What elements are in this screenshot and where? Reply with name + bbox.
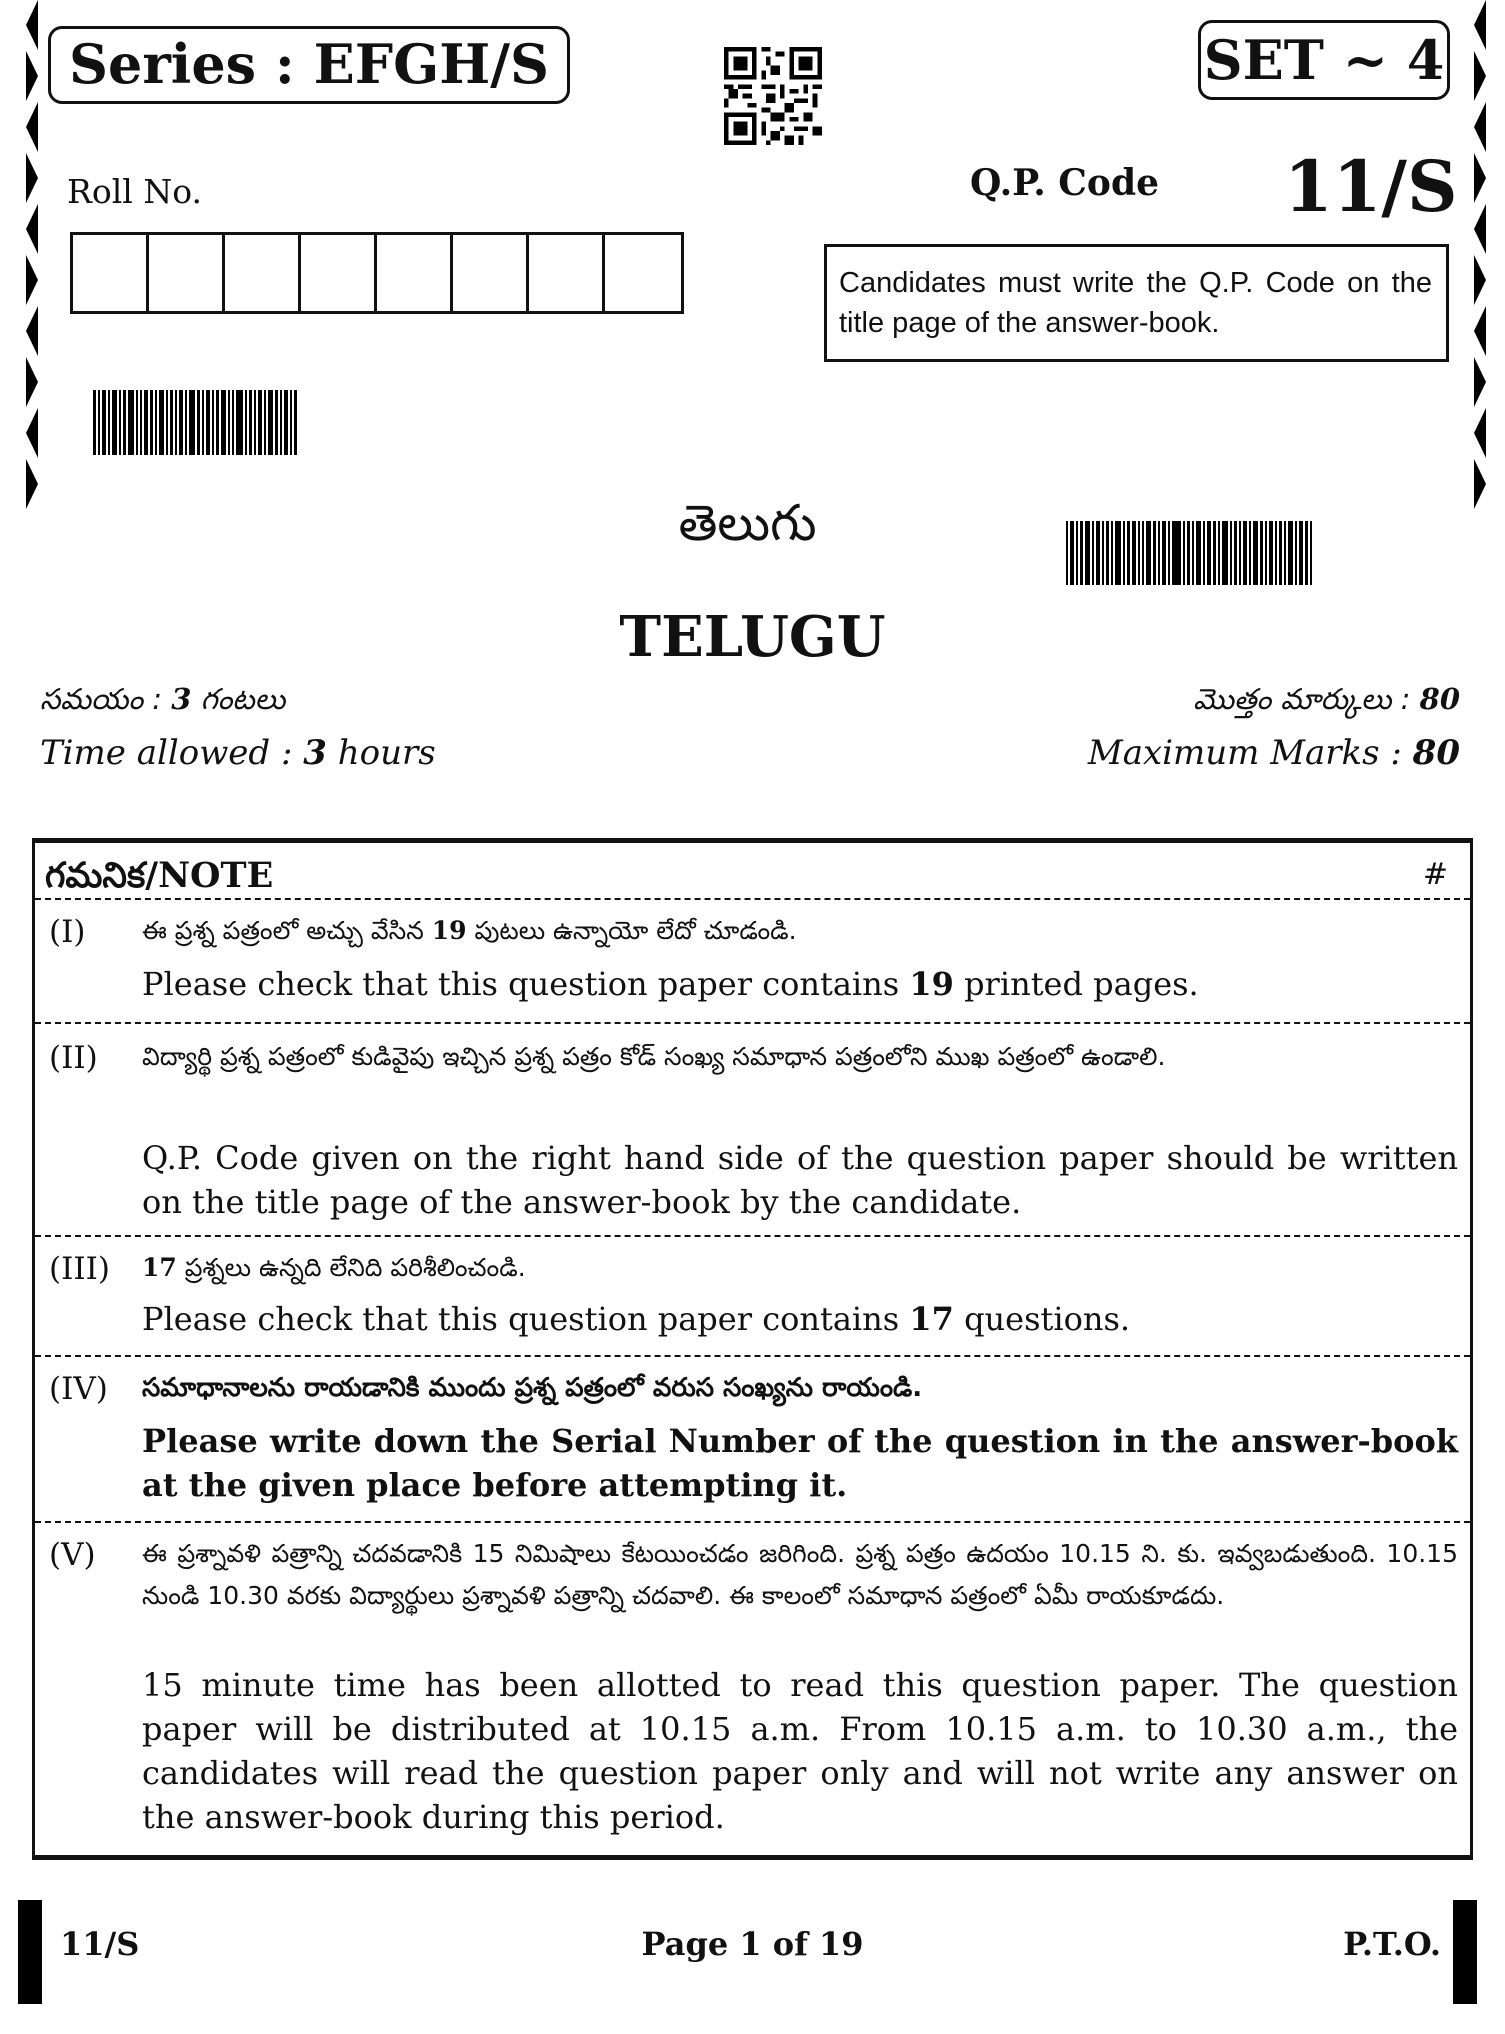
note-box: [32, 838, 1473, 1860]
time-te-unit: గంటలు: [191, 682, 286, 716]
note-item-text-telugu: ఈ ప్రశ్నావళి పత్రాన్ని చదవడానికి 15 నిమిషాలు కేటయించడం జరిగింది. ప్రశ్న పత్రం ఉదయం 10.15 ని. కు. ఇవ్వబడుతుంది. 10.15 నుండి 10.30 వరకు విద్యార్థులు ప్రశ్నావళి పత్రాన్ని చదవాలి. ఈ కాలంలో సమాధాన పత్రంలో ఏమీ రాయకూడదు.: [142, 1539, 1458, 1610]
note-item-text-english: Please write down the Serial Number of the question in the answer-book at the given place before attempting it.: [142, 1422, 1458, 1504]
subject-title-telugu: తెలుగు: [678, 494, 817, 552]
qp-code-value: 11/S: [1284, 145, 1458, 228]
roll-no-digit-box[interactable]: [73, 235, 149, 311]
footer-right-bar: [1453, 1900, 1477, 2004]
roll-no-digit-box[interactable]: [301, 235, 377, 311]
note-title: [45, 855, 273, 904]
footer-qp-code: 11/S: [60, 1925, 140, 1963]
note-item-number: (IV): [49, 1371, 108, 1407]
note-title-telugu: గమనిక: [45, 856, 146, 896]
roll-no-label: Roll No.: [67, 172, 202, 211]
note-item-1: [35, 900, 1470, 1024]
candidate-instruction-box: Candidates must write the Q.P. Code on the title page of the answer-book.: [824, 244, 1449, 362]
series-badge: Series : EFGH/S: [48, 26, 570, 104]
left-perforation-marks: [26, 0, 42, 510]
time-en-unit: hours: [326, 733, 436, 773]
page-number: Page 1 of 19: [641, 1925, 864, 1963]
note-item-5: [35, 1523, 1470, 1855]
max-marks-english: [1088, 733, 1460, 773]
roll-no-digit-box[interactable]: [605, 235, 681, 311]
marks-en-value: 80: [1412, 733, 1460, 773]
max-marks-telugu: [1193, 682, 1460, 724]
note-item-number: (I): [49, 914, 86, 950]
roll-no-digit-box[interactable]: [529, 235, 605, 311]
qr-code-icon: [724, 47, 822, 145]
note-item-3: [35, 1237, 1470, 1357]
roll-no-digit-box[interactable]: [225, 235, 301, 311]
marks-te-value: 80: [1419, 682, 1460, 716]
marks-en-label: Maximum Marks :: [1087, 733, 1413, 773]
time-te-label: సమయం :: [40, 682, 172, 716]
note-item-number: (V): [49, 1537, 96, 1573]
roll-no-digit-box[interactable]: [453, 235, 529, 311]
note-item-text-english: 15 minute time has been allotted to read this question paper. The question paper will be distributed at 10.15 a.m. From 10.15 a.m. to 10.30 a.m., the candidates will read the question paper only and will not write any answer on the answer-book during this period.: [142, 1666, 1458, 1836]
time-allowed-english: [40, 733, 436, 773]
note-title-english: /NOTE: [145, 855, 274, 896]
note-item-2: [35, 1024, 1470, 1237]
time-allowed-telugu: [40, 682, 285, 724]
hash-symbol: #: [1422, 857, 1448, 892]
note-item-text-english: Please check that this question paper contains 19 printed pages.: [142, 965, 1199, 1003]
note-item-text-telugu: ఈ ప్రశ్న పత్రంలో అచ్చు వేసిన 19 పుటలు ఉన్నాయో లేదో చూడండి.: [142, 916, 797, 945]
time-en-label: Time allowed :: [40, 733, 304, 773]
marks-te-label: మొత్తం మార్కులు :: [1193, 682, 1420, 716]
note-item-text-telugu: 17 ప్రశ్నలు ఉన్నది లేనిది పరిశీలించండి.: [142, 1253, 526, 1282]
subject-title-english: TELUGU: [619, 604, 886, 670]
note-header: [35, 843, 1470, 900]
note-item-text-english: Q.P. Code given on the right hand side of the question paper should be written on the title page of the answer-book by the candidate.: [142, 1139, 1458, 1221]
note-item-4: [35, 1357, 1470, 1523]
barcode-icon: [1066, 521, 1396, 585]
pto-label: P.T.O.: [1343, 1925, 1441, 1963]
time-en-value: 3: [303, 733, 327, 773]
note-item-text-telugu: సమాధానాలను రాయడానికి ముందు ప్రశ్న పత్రంలో వరుస సంఖ్యను రాయండి.: [142, 1373, 923, 1403]
note-item-text-english: Please check that this question paper contains 17 questions.: [142, 1300, 1131, 1338]
qp-code-label: Q.P. Code: [970, 162, 1160, 204]
note-item-text-telugu: విద్యార్థి ప్రశ్న పత్రంలో కుడివైపు ఇచ్చిన ప్రశ్న పత్రం కోడ్ సంఖ్య సమాధాన పత్రంలోని ముఖ పత్రంలో ఉండాలి.: [142, 1042, 1166, 1071]
set-badge: SET ~ 4: [1198, 20, 1450, 100]
time-te-value: 3: [171, 682, 192, 716]
right-perforation-marks: [1474, 0, 1490, 510]
roll-no-boxes[interactable]: [70, 232, 684, 314]
roll-no-digit-box[interactable]: [377, 235, 453, 311]
note-item-number: (III): [49, 1251, 110, 1287]
note-item-number: (II): [49, 1040, 98, 1076]
roll-no-digit-box[interactable]: [149, 235, 225, 311]
barcode-icon: [93, 390, 355, 455]
